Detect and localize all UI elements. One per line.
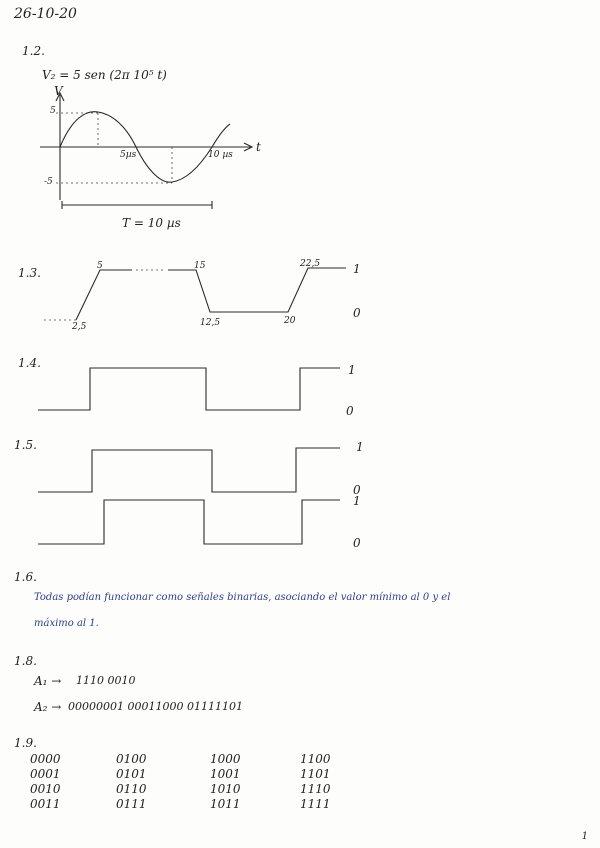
- section-label-1-5: 1.5.: [14, 438, 37, 452]
- page-number: 1: [581, 831, 588, 842]
- list-item: 1000: [210, 752, 241, 766]
- list-item: 1011: [210, 797, 241, 811]
- level-high-1-3: 1: [353, 262, 361, 276]
- full-period-label: 10 µs: [208, 150, 233, 160]
- a2-value: 00000001 00011000 01111101: [68, 700, 243, 713]
- a1-label: A₁ →: [34, 674, 62, 688]
- tick-pos-5: 5: [50, 106, 56, 116]
- section-label-1-2: 1.2.: [22, 44, 45, 58]
- list-item: 1001: [210, 767, 241, 781]
- answer-1-6-line-1: Todas podían funcionar como señales binarias, asociando el valor mínimo al 0 y el: [34, 592, 451, 603]
- level-low-1-3: 0: [353, 306, 361, 320]
- section-label-1-4: 1.4.: [18, 356, 41, 370]
- t-axis-label: t: [256, 140, 261, 154]
- b-high-1-5: 1: [353, 494, 361, 508]
- list-item: 0000: [30, 752, 61, 766]
- period-label: T = 10 µs: [122, 216, 181, 230]
- sine-formula: V₂ = 5 sen (2π 10⁵ t): [42, 68, 167, 82]
- list-item: 0001: [30, 767, 61, 781]
- section-label-1-8: 1.8.: [14, 654, 37, 668]
- v-fall-end: 12,5: [200, 318, 221, 328]
- half-period-label: 5µs: [120, 150, 137, 160]
- list-item: 0100: [116, 752, 147, 766]
- section-label-1-9: 1.9.: [14, 736, 37, 750]
- a2-label: A₂ →: [34, 700, 62, 714]
- list-item: 1101: [300, 767, 331, 781]
- section-label-1-3: 1.3.: [18, 266, 41, 280]
- b-low-1-5: 0: [353, 536, 361, 550]
- list-item: 1100: [300, 752, 331, 766]
- list-item: 1111: [300, 797, 331, 811]
- v-axis-label: V: [54, 84, 63, 98]
- tick-neg-5: -5: [44, 177, 53, 187]
- v-fall-start: 15: [194, 261, 206, 271]
- a-low-1-5: 0: [353, 483, 361, 497]
- list-item: 0011: [30, 797, 61, 811]
- list-item: 0010: [30, 782, 61, 796]
- a1-value: 1110 0010: [76, 674, 136, 687]
- list-item: 1110: [300, 782, 331, 796]
- list-item: 0110: [116, 782, 147, 796]
- v-low-end: 20: [284, 316, 296, 326]
- answer-1-6-line-2: máximo al 1.: [34, 618, 99, 629]
- list-item: 0111: [116, 797, 147, 811]
- list-item: 0101: [116, 767, 147, 781]
- level-low-1-4: 0: [346, 404, 354, 418]
- v-start: 2,5: [72, 322, 87, 332]
- v-rise: 5: [97, 261, 103, 271]
- list-item: 1010: [210, 782, 241, 796]
- section-label-1-6: 1.6.: [14, 570, 37, 584]
- v-end: 22,5: [300, 259, 321, 269]
- level-high-1-4: 1: [348, 363, 356, 377]
- page-date: 26-10-20: [14, 6, 77, 22]
- a-high-1-5: 1: [356, 440, 364, 454]
